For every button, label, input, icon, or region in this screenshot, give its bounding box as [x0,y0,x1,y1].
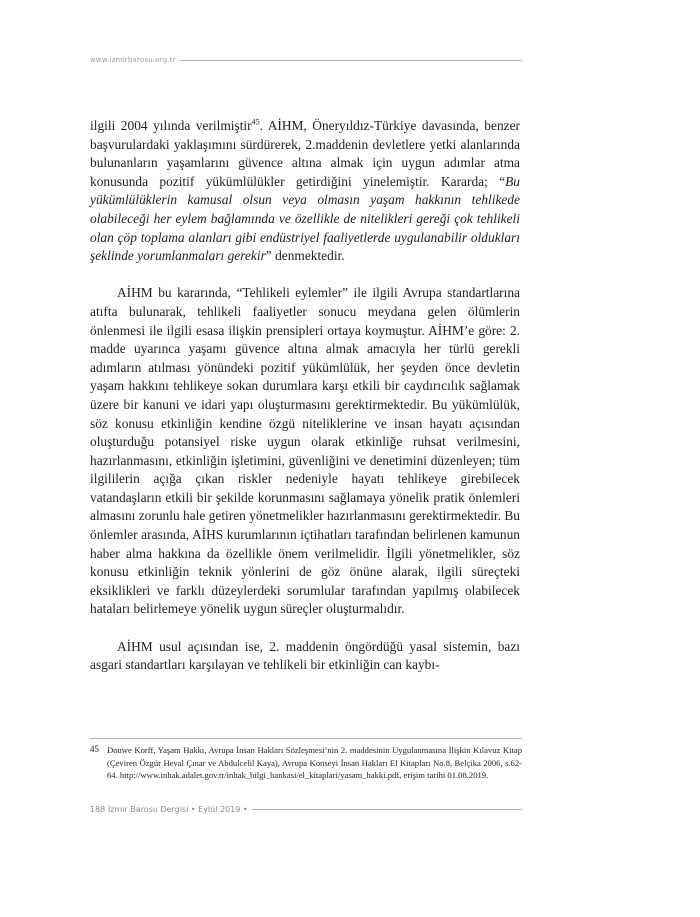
footnote-rule [90,738,522,739]
court-quote: Bu yükümlülüklerin kamusal olsun veya olmasın yaşam hakkının tehlikede olabileceği her eylem bağlamında ve özellikle de nitelikleri gereği çok tehlikeli olan çöp toplama alanları gibi endüstriyel faaliyetlerde uygulanabilir oldukları şeklinde yorumlanmaları gerekir [90,173,520,264]
footnote [90,744,522,782]
page-footer [90,802,522,816]
header-url: www.izmirbarosu.org.tr [90,56,176,64]
paragraph-2: AİHM bu kararında, “Tehlikeli eylemler” ile ilgili Avrupa standartlarına atıfta bulunarak, tehlikeli faaliyetler sonucu meydana gelen ölümlerin önlenmesi ile ilgili esasa ilişkin prensipleri ortaya koymuştur. AİHM’e göre: 2. madde uyarınca yaşamı güvence altına almak amacıyla her türlü gerekli adımların atılması yönündeki pozitif yükümlülük, her şeyden önce devletin yaşam hakkını tehlikeye sokan durumlara karşı etkili bir caydırıcılık sağlamak üzere bir kanuni ve idari yapı oluşturmasını gerektirmektedir. Bu yükümlülük, söz konusu etkinliğin kendine özgü niteliklerine ve insan hayatı açısından oluşturduğu potansiyel riske uygun olarak etkinliğe ruhsat verilmesini, hazırlanmasını, etkinliğin işletimini, güvenliğini ve denetimini düzenleyen; tüm ilgililerin açığa çıkan riskler nedeniyle hayatı tehlikeye girebilecek vatandaşların etkili bir şekilde korunmasını sağlamaya yönelik pratik önlemleri almasını zorunlu hale getiren yönetmelikler hazırlanmasını gerektirmektedir. Bu önlemler arasında, AİHS kurumlarının içtihatları tarafından belirlenen kamunun haber alma hakkına da özellikle önem verilmelidir. İlgili yönetmelikler, söz konusu etkinliğin teknik yönlerini de göz önüne alarak, ilgili süreçteki eksiklikleri ve farklı düzeylerdeki sorumlular tarafından yapılmış olabilecek hataları belirlemeye yönelik uygun süreçler oluşturmalıdır. [90,285,520,617]
footnote-reference: 45 [251,117,260,127]
p1-end: ” denmektedir. [265,248,345,264]
header-rule [180,60,522,61]
paragraph-1 [90,117,520,266]
page-header [90,53,522,67]
footnote-number: 45 [90,744,99,754]
footer-text: 188 İzmir Barosu Dergisi • Eylül 2019 • [90,804,248,814]
footer-rule [252,809,522,810]
p1-start: ilgili 2004 yılında verilmiştir [90,118,252,133]
footnote-text: Douwe Korff, Yaşam Hakkı, Avrupa İnsan Hakları Sözleşmesi’nin 2. maddesinin Uygulanmasına İlişkin Kılavuz Kitap (Çeviren Özgür Heval Çınar ve Abdulcelil Kaya), Avrupa Konseyi İnsan Hakları El Kitapları No.8, Belçika 2006, s.62-64. http://www.inhak.adalet.gov.tr/inhak_bilgi_bankasi/el_kitaplari/yasam_hakki.pdf, erişim tarihi 01.08.2019. [107,745,522,781]
p1-middle: . AİHM, Öneryıldız-Türkiye davasında, benzer başvurulardaki yaklaşımını sürdürerek, 2.maddenin devletlere yetki alanlarında bulunanların yaşamlarını güvence altına almak için uygun adımlar atma konusunda pozitif yükümlülükler getirdiğini yinelemiştir. Kararda; “ [90,118,520,189]
paragraph-3: AİHM usul açısından ise, 2. maddenin öngördüğü yasal sistemin, bazı asgari standartları karşılayan ve tehlikeli bir etkinliğin can kaybı- [90,638,520,673]
body-text [90,117,520,675]
